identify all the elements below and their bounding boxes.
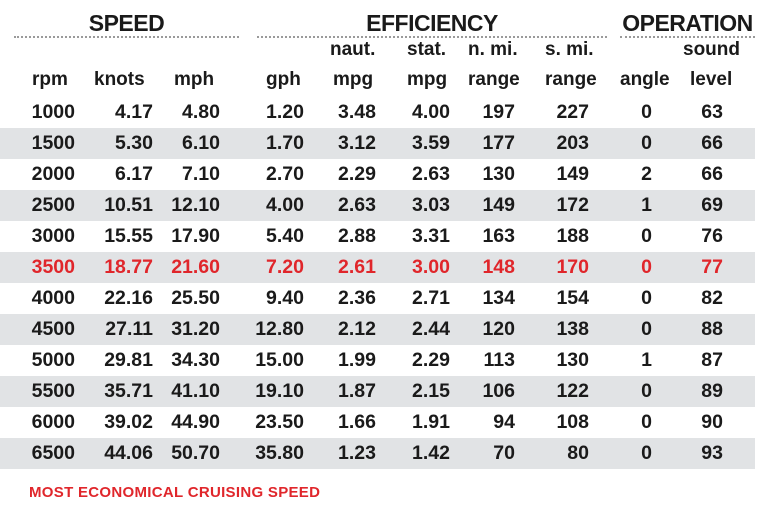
cell-s-range: 80 [567,442,589,464]
group-title-efficiency: EFFICIENCY [366,10,498,36]
table-row [0,97,755,128]
cell-naut-mpg: 3.12 [338,132,376,154]
cell-angle: 0 [641,411,652,433]
group-rule-operation [620,36,755,38]
cell-sound-level: 76 [701,225,723,247]
cell-sound-level: 88 [701,318,723,340]
cell-angle: 0 [641,256,652,278]
cell-sound-level: 63 [701,101,723,123]
table-row [0,252,755,283]
cell-mph: 31.20 [171,318,220,340]
cell-n-range: 149 [482,194,515,216]
cell-stat-mpg: 3.31 [412,225,450,247]
cell-mph: 21.60 [171,256,220,278]
cell-naut-mpg: 2.88 [338,225,376,247]
group-rule-efficiency [257,36,607,38]
cell-gph: 4.00 [266,194,304,216]
cell-rpm: 2500 [31,194,75,216]
cell-stat-mpg: 2.15 [412,380,450,402]
cell-n-range: 120 [482,318,515,340]
header-n-range: range [468,69,520,90]
header-naut-mpg-top: naut. [330,39,376,60]
cell-knots: 10.51 [104,194,153,216]
header-naut-mpg: mpg [333,69,374,90]
cell-stat-mpg: 1.42 [412,442,450,464]
cell-sound-level: 69 [701,194,723,216]
cell-naut-mpg: 2.12 [338,318,376,340]
cell-mph: 50.70 [171,442,220,464]
table-row [0,376,755,407]
cell-naut-mpg: 1.66 [338,411,376,433]
cell-stat-mpg: 3.59 [412,132,450,154]
cell-rpm: 4000 [31,287,75,309]
cell-n-range: 197 [482,101,515,123]
cell-sound-level: 77 [701,256,723,278]
cell-sound-level: 82 [701,287,723,309]
cell-rpm: 6000 [31,411,75,433]
table-row [0,345,755,376]
table-row [0,190,755,221]
cell-n-range: 163 [482,225,515,247]
cell-n-range: 130 [482,163,515,185]
cell-angle: 0 [641,318,652,340]
cell-knots: 6.17 [115,163,153,185]
cell-stat-mpg: 1.91 [412,411,450,433]
cell-stat-mpg: 2.29 [412,349,450,371]
table-row [0,314,755,345]
cell-knots: 44.06 [104,442,153,464]
legend-note: MOST ECONOMICAL CRUISING SPEED [29,484,321,501]
cell-mph: 12.10 [171,194,220,216]
cell-rpm: 3500 [31,256,75,278]
cell-angle: 0 [641,380,652,402]
header-sound-top: sound [683,39,740,60]
cell-rpm: 1000 [31,101,75,123]
cell-angle: 0 [641,132,652,154]
cell-gph: 7.20 [266,256,304,278]
cell-knots: 39.02 [104,411,153,433]
cell-gph: 2.70 [266,163,304,185]
table-row [0,283,755,314]
cell-knots: 15.55 [104,225,153,247]
cell-s-range: 154 [556,287,589,309]
header-sound-level: level [690,69,733,90]
cell-stat-mpg: 4.00 [412,101,450,123]
cell-s-range: 172 [556,194,589,216]
cell-angle: 1 [641,349,652,371]
cell-n-range: 94 [493,411,515,433]
cell-mph: 44.90 [171,411,220,433]
cell-n-range: 148 [482,256,515,278]
cell-mph: 25.50 [171,287,220,309]
cell-n-range: 113 [483,349,515,371]
header-s-range: range [545,69,597,90]
cell-naut-mpg: 2.61 [338,256,376,278]
cell-rpm: 4500 [31,318,75,340]
cell-sound-level: 90 [701,411,723,433]
cell-s-range: 188 [556,225,589,247]
cell-angle: 0 [641,101,652,123]
cell-mph: 41.10 [171,380,220,402]
group-title-operation: OPERATION [622,10,753,36]
cell-naut-mpg: 2.36 [338,287,376,309]
cell-mph: 4.80 [182,101,220,123]
cell-stat-mpg: 3.03 [412,194,450,216]
cell-knots: 27.11 [105,318,153,340]
header-gph: gph [266,69,301,90]
cell-sound-level: 66 [701,132,723,154]
cell-angle: 0 [641,287,652,309]
cell-gph: 23.50 [255,411,304,433]
cell-stat-mpg: 2.71 [412,287,450,309]
cell-n-range: 177 [482,132,515,154]
cell-naut-mpg: 2.29 [338,163,376,185]
cell-knots: 5.30 [115,132,153,154]
table-row [0,438,755,469]
cell-sound-level: 89 [701,380,723,402]
cell-s-range: 203 [556,132,589,154]
cell-sound-level: 66 [701,163,723,185]
table-row [0,159,755,190]
header-stat-mpg: mpg [407,69,448,90]
cell-sound-level: 87 [701,349,723,371]
cell-angle: 1 [641,194,652,216]
cell-rpm: 5500 [31,380,75,402]
cell-gph: 1.70 [266,132,304,154]
cell-n-range: 70 [493,442,515,464]
cell-knots: 35.71 [104,380,153,402]
cell-naut-mpg: 1.23 [338,442,376,464]
table-row [0,128,755,159]
header-rpm: rpm [32,69,68,90]
cell-knots: 18.77 [104,256,153,278]
cell-rpm: 5000 [31,349,75,371]
cell-knots: 4.17 [115,101,153,123]
cell-naut-mpg: 2.63 [338,194,376,216]
cell-naut-mpg: 1.87 [338,380,376,402]
cell-gph: 5.40 [266,225,304,247]
cell-gph: 1.20 [266,101,304,123]
cell-knots: 29.81 [104,349,153,371]
table-row [0,221,755,252]
table-row [0,407,755,438]
cell-s-range: 138 [556,318,589,340]
cell-s-range: 122 [556,380,589,402]
cell-angle: 0 [641,442,652,464]
cell-stat-mpg: 2.63 [412,163,450,185]
cell-knots: 22.16 [104,287,153,309]
header-angle: angle [620,69,670,90]
cell-sound-level: 93 [701,442,723,464]
cell-mph: 34.30 [171,349,220,371]
cell-naut-mpg: 3.48 [338,101,376,123]
header-mph: mph [174,69,215,90]
cell-mph: 6.10 [182,132,220,154]
cell-n-range: 106 [482,380,515,402]
cell-rpm: 2000 [31,163,75,185]
cell-gph: 9.40 [266,287,304,309]
group-rule-speed [14,36,239,38]
cell-mph: 17.90 [171,225,220,247]
cell-rpm: 3000 [31,225,75,247]
cell-gph: 35.80 [255,442,304,464]
cell-n-range: 134 [482,287,515,309]
cell-gph: 15.00 [255,349,304,371]
cell-stat-mpg: 3.00 [412,256,450,278]
header-s-range-top: s. mi. [545,39,594,60]
cell-gph: 12.80 [255,318,304,340]
cell-s-range: 108 [556,411,589,433]
cell-stat-mpg: 2.44 [412,318,450,340]
cell-s-range: 227 [556,101,589,123]
cell-angle: 0 [641,225,652,247]
header-n-range-top: n. mi. [468,39,518,60]
cell-rpm: 6500 [31,442,75,464]
cell-gph: 19.10 [255,380,304,402]
group-title-speed: SPEED [88,10,165,36]
cell-naut-mpg: 1.99 [338,349,376,371]
cell-s-range: 170 [556,256,589,278]
header-knots: knots [94,69,145,90]
cell-mph: 7.10 [182,163,220,185]
cell-s-range: 149 [556,163,589,185]
cell-angle: 2 [641,163,652,185]
cell-s-range: 130 [556,349,589,371]
header-stat-mpg-top: stat. [407,39,447,60]
cell-rpm: 1500 [31,132,75,154]
